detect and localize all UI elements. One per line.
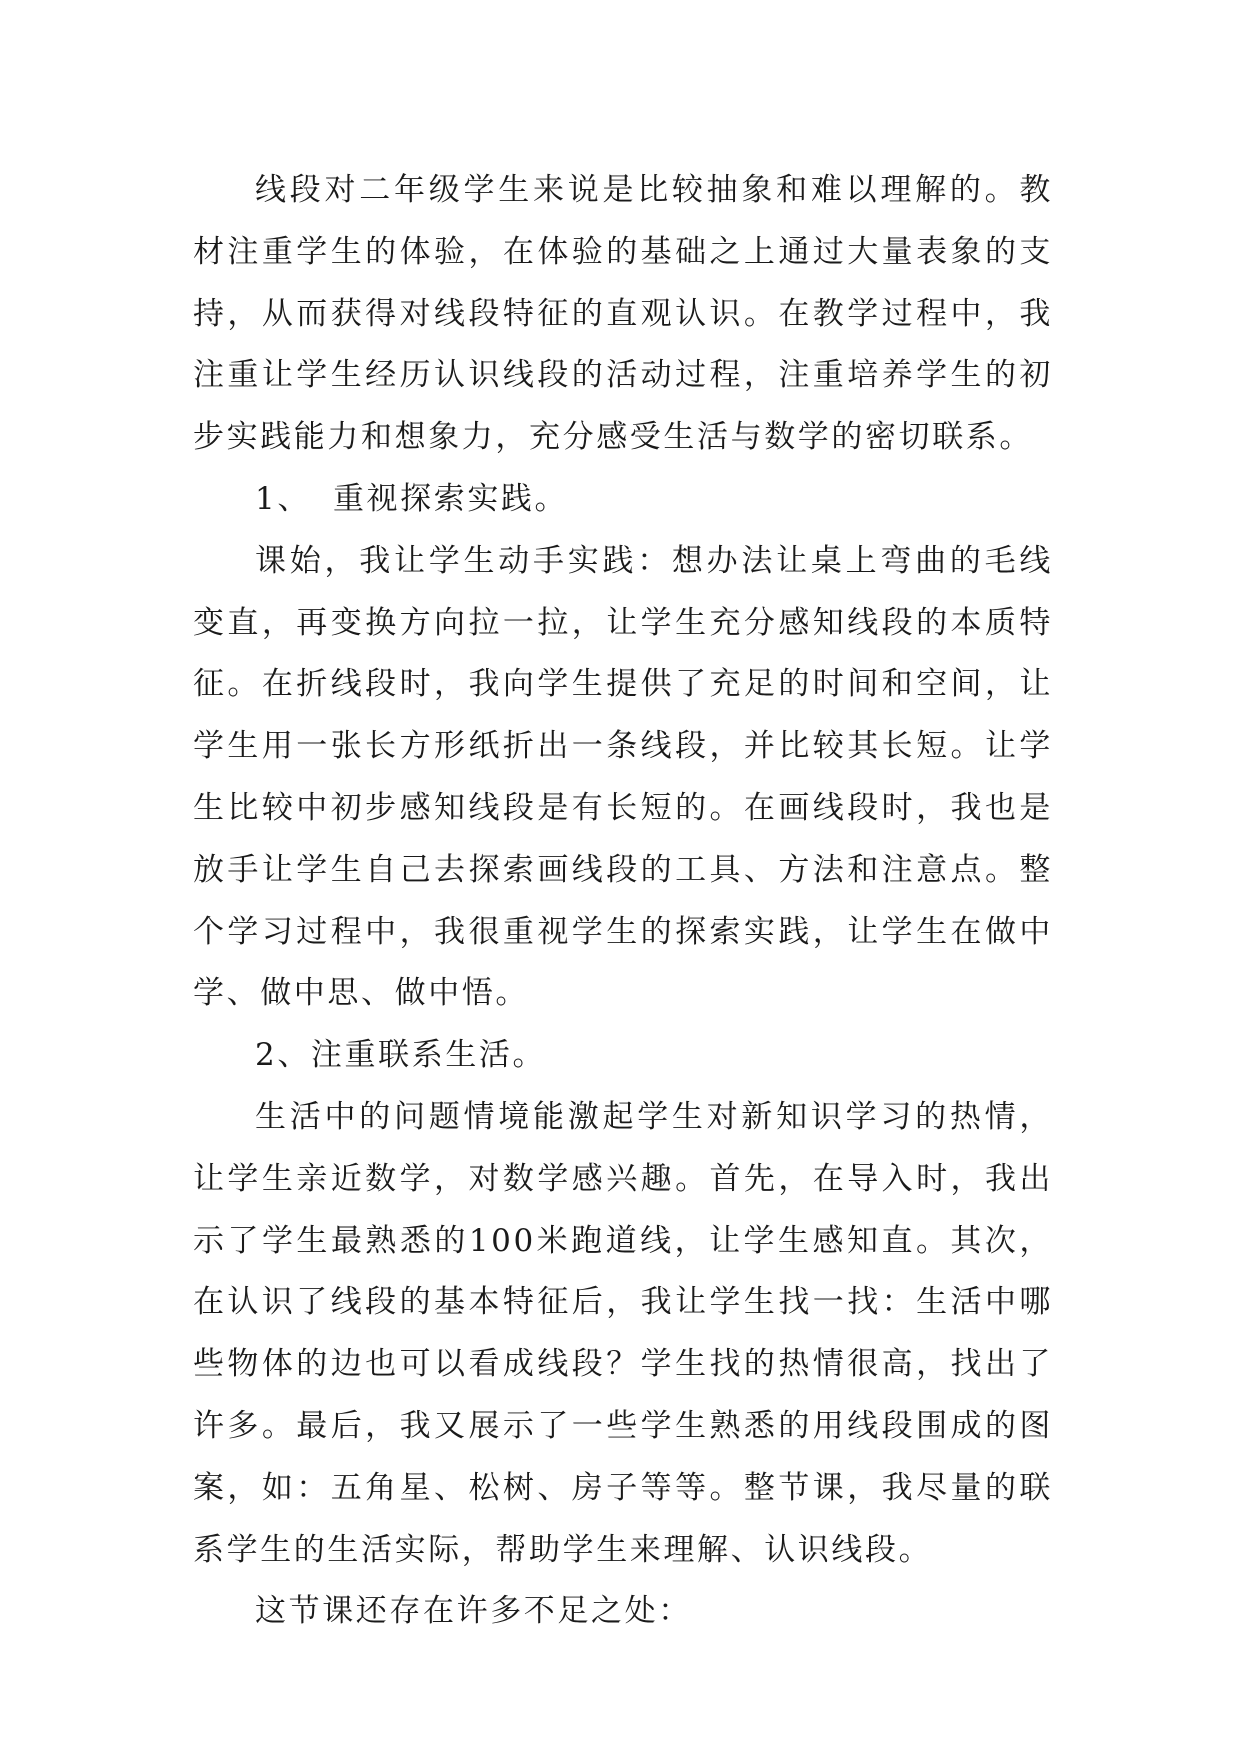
paragraph-intro: 线段对二年级学生来说是比较抽象和难以理解的。教材注重学生的体验，在体验的基础之上通过大量表象的支持，从而获得对线段特征的直观认识。在教学过程中，我注重让学生经历认识线段的活动过程，注重培养学生的初步实践能力和想象力，充分感受生活与数学的密切联系。	[193, 172, 1053, 456]
document-body	[193, 160, 1053, 1643]
section-heading-1	[193, 469, 1053, 531]
paragraph-practice: 课始，我让学生动手实践：想办法让桌上弯曲的毛线变直，再变换方向拉一拉，让学生充分感知线段的本质特征。在折线段时，我向学生提供了充足的时间和空间，让学生用一张长方形纸折出一条线段，并比较其长短。让学生比较中初步感知线段是有长短的。在画线段时，我也是放手让学生自己去探索画线段的工具、方法和注意点。整个学习过程中，我很重视学生的探索实践，让学生在做中学、做中思、做中悟。	[193, 542, 1053, 1012]
paragraph-shortcomings: 这节课还存在许多不足之处：	[255, 1593, 692, 1630]
section-number: 1、	[255, 480, 311, 517]
section-title: 重视探索实践。	[332, 480, 569, 517]
section-heading-2: 2、注重联系生活。	[255, 1037, 547, 1074]
paragraph-life: 生活中的问题情境能激起学生对新知识学习的热情，让学生亲近数学，对数学感兴趣。首先，在导入时，我出示了学生最熟悉的100米跑道线，让学生感知直。其次，在认识了线段的基本特征后，我让学生找一找：生活中哪些物体的边也可以看成线段？学生找的热情很高，找出了许多。最后，我又展示了一些学生熟悉的用线段围成的图案，如：五角星、松树、房子等等。整节课，我尽量的联系学生的生活实际，帮助学生来理解、认识线段。	[193, 1098, 1053, 1568]
